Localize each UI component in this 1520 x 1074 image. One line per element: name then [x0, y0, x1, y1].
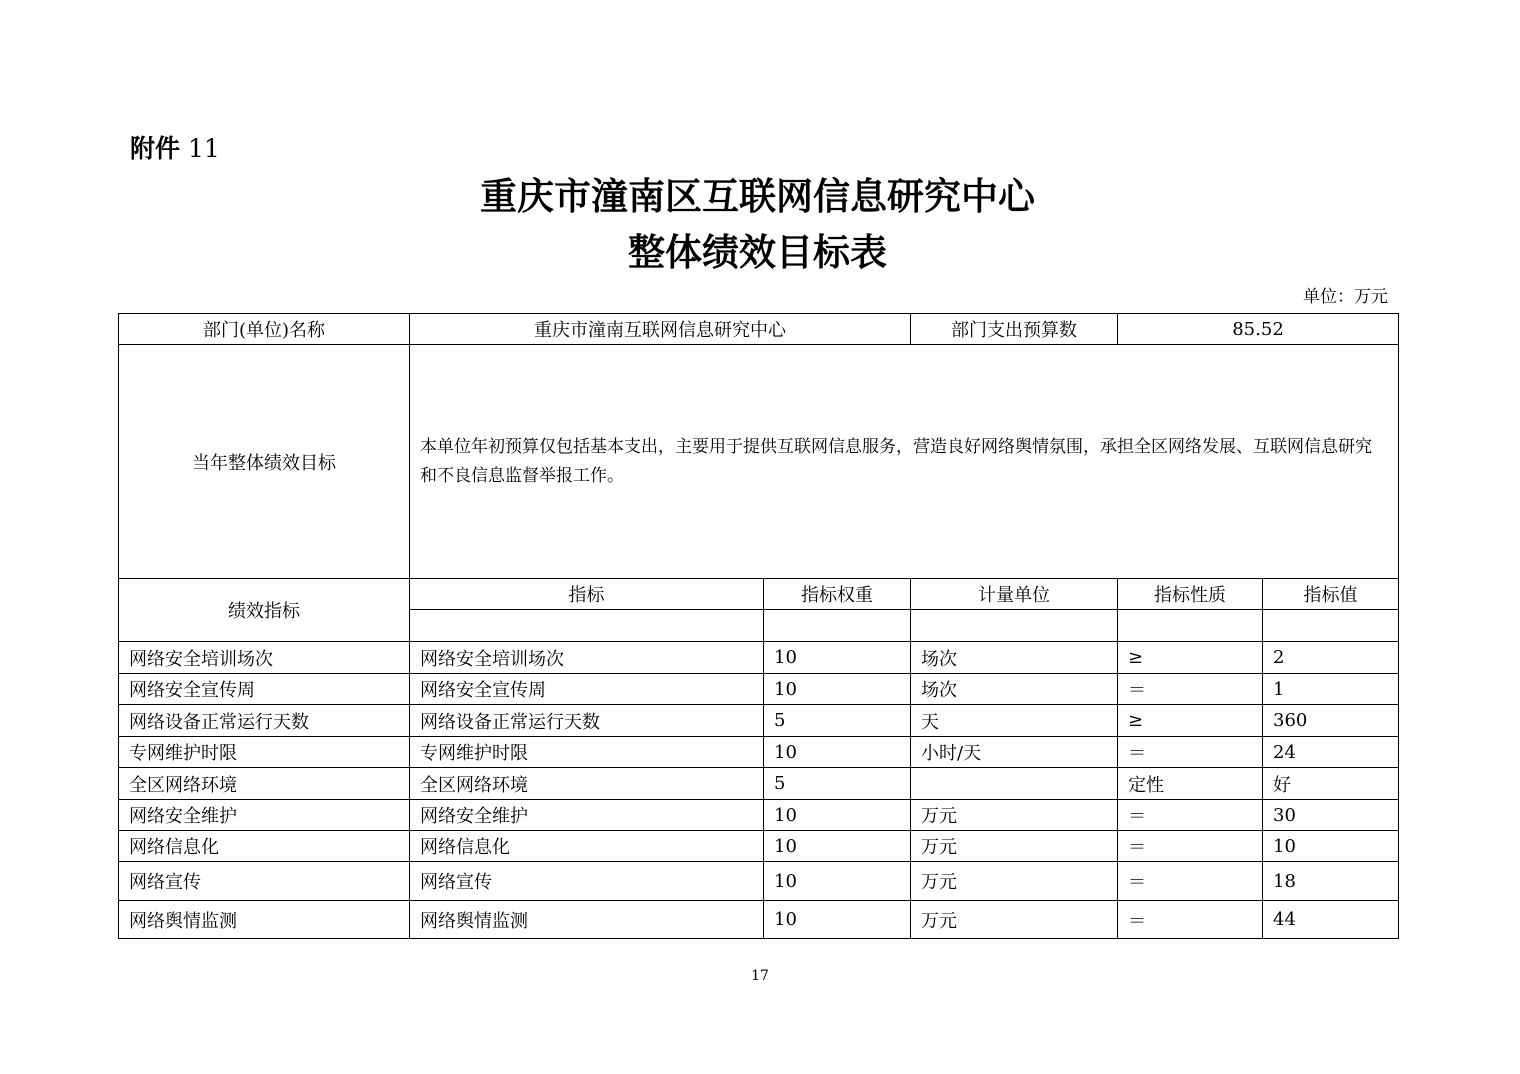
indicator-row-weight: 5 — [764, 768, 911, 800]
indicator-row-name: 网络安全培训场次 — [119, 642, 410, 674]
table-row — [119, 737, 1399, 768]
indicator-row-nature: ＝ — [1118, 862, 1263, 901]
indicator-row-name: 网络宣传 — [119, 862, 410, 901]
indicator-row-unit: 天 — [911, 705, 1118, 737]
page-number: 17 — [751, 968, 769, 984]
indicator-row-name: 网络安全宣传周 — [119, 674, 410, 705]
budget-label: 部门支出预算数 — [911, 314, 1118, 345]
header-value: 指标值 — [1263, 579, 1399, 610]
indicator-row-unit: 万元 — [911, 901, 1118, 939]
table-row — [119, 768, 1399, 800]
indicator-row-indicator: 网络安全宣传周 — [410, 674, 764, 705]
goal-text: 本单位年初预算仅包括基本支出，主要用于提供互联网信息服务，营造良好网络舆情氛围，承担全区网络发展、互联网信息研究和不良信息监督举报工作。 — [410, 345, 1399, 579]
table-row — [119, 800, 1399, 831]
indicator-row-nature: ＝ — [1118, 674, 1263, 705]
blank-cell — [911, 610, 1118, 642]
indicator-row-unit: 万元 — [911, 800, 1118, 831]
indicator-row-unit: 场次 — [911, 642, 1118, 674]
attachment-label — [130, 132, 220, 166]
goal-row — [119, 345, 1399, 579]
indicator-row-weight: 5 — [764, 705, 911, 737]
page-subtitle: 整体绩效目标表 — [628, 231, 887, 274]
goal-label: 当年整体绩效目标 — [119, 345, 410, 579]
indicator-row-unit: 万元 — [911, 862, 1118, 901]
blank-cell — [410, 610, 764, 642]
indicator-row-indicator: 网络舆情监测 — [410, 901, 764, 939]
indicator-section-label: 绩效指标 — [119, 579, 410, 642]
indicator-row-name: 网络舆情监测 — [119, 901, 410, 939]
indicator-row-indicator: 网络安全培训场次 — [410, 642, 764, 674]
indicator-row-value: 1 — [1263, 674, 1399, 705]
indicator-row-indicator: 专网维护时限 — [410, 737, 764, 768]
indicator-row-name: 专网维护时限 — [119, 737, 410, 768]
blank-cell — [1118, 610, 1263, 642]
table-row — [119, 642, 1399, 674]
table-row — [119, 831, 1399, 862]
indicator-row-unit: 场次 — [911, 674, 1118, 705]
indicator-row-weight: 10 — [764, 674, 911, 705]
indicator-row-unit: 小时/天 — [911, 737, 1118, 768]
header-indicator: 指标 — [410, 579, 764, 610]
indicator-row-value: 10 — [1263, 831, 1399, 862]
table-row — [119, 901, 1399, 939]
indicator-row-unit — [911, 768, 1118, 800]
header-unit: 计量单位 — [911, 579, 1118, 610]
indicator-row-value: 18 — [1263, 862, 1399, 901]
indicator-row-nature: ＝ — [1118, 800, 1263, 831]
indicator-row-nature: 定性 — [1118, 768, 1263, 800]
indicator-row-weight: 10 — [764, 901, 911, 939]
blank-cell — [1263, 610, 1399, 642]
indicator-row-value: 30 — [1263, 800, 1399, 831]
indicator-row-nature: ＝ — [1118, 737, 1263, 768]
indicator-row-indicator: 网络设备正常运行天数 — [410, 705, 764, 737]
budget-value: 85.52 — [1118, 314, 1399, 345]
indicator-row-name: 网络安全维护 — [119, 800, 410, 831]
indicator-row-indicator: 网络安全维护 — [410, 800, 764, 831]
performance-table — [118, 313, 1399, 939]
summary-row — [119, 314, 1399, 345]
indicator-row-weight: 10 — [764, 800, 911, 831]
indicator-row-nature: ≥ — [1118, 642, 1263, 674]
indicator-row-nature: ＝ — [1118, 831, 1263, 862]
table-row — [119, 705, 1399, 737]
indicator-row-indicator: 全区网络环境 — [410, 768, 764, 800]
page-title: 重庆市潼南区互联网信息研究中心 — [480, 175, 1035, 218]
blank-cell — [764, 610, 911, 642]
indicator-row-weight: 10 — [764, 831, 911, 862]
dept-value: 重庆市潼南互联网信息研究中心 — [410, 314, 911, 345]
indicator-row-nature: ＝ — [1118, 901, 1263, 939]
indicator-row-value: 44 — [1263, 901, 1399, 939]
indicator-row-name: 网络设备正常运行天数 — [119, 705, 410, 737]
dept-label: 部门(单位)名称 — [119, 314, 410, 345]
indicator-row-name: 网络信息化 — [119, 831, 410, 862]
indicator-row-nature: ≥ — [1118, 705, 1263, 737]
indicator-header-row — [119, 579, 1399, 610]
indicator-row-value: 好 — [1263, 768, 1399, 800]
table-row — [119, 862, 1399, 901]
indicator-row-weight: 10 — [764, 862, 911, 901]
indicator-row-value: 360 — [1263, 705, 1399, 737]
attachment-number: 11 — [187, 134, 220, 163]
indicator-row-name: 全区网络环境 — [119, 768, 410, 800]
header-nature: 指标性质 — [1118, 579, 1263, 610]
header-weight: 指标权重 — [764, 579, 911, 610]
indicator-row-indicator: 网络宣传 — [410, 862, 764, 901]
indicator-row-weight: 10 — [764, 642, 911, 674]
indicator-row-value: 2 — [1263, 642, 1399, 674]
attachment-label-text: 附件 — [130, 134, 181, 163]
table-row — [119, 674, 1399, 705]
indicator-row-value: 24 — [1263, 737, 1399, 768]
indicator-row-weight: 10 — [764, 737, 911, 768]
indicator-row-unit: 万元 — [911, 831, 1118, 862]
indicator-row-indicator: 网络信息化 — [410, 831, 764, 862]
unit-label: 单位：万元 — [1303, 287, 1388, 307]
